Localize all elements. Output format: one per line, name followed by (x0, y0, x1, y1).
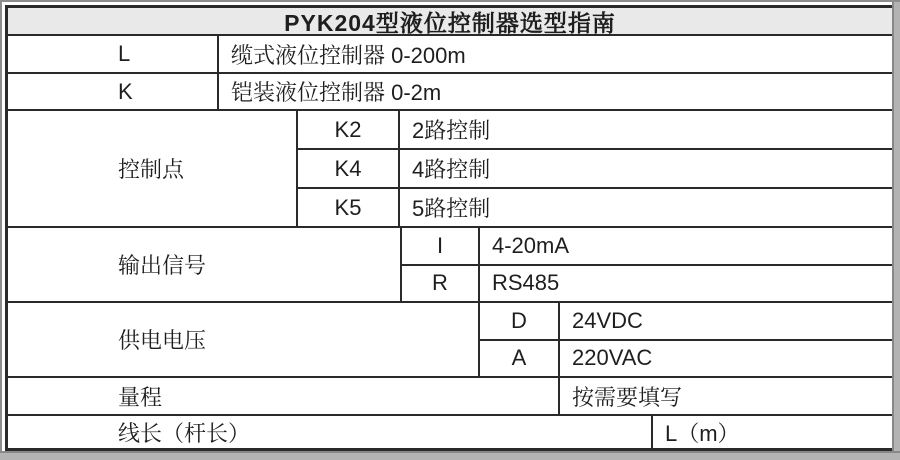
option-code: A (480, 341, 560, 377)
option-desc: 5路控制 (412, 196, 491, 221)
option-row (298, 111, 892, 148)
section-label: 输出信号 (8, 228, 402, 301)
table-row-group-control-points (8, 111, 892, 228)
table-row (8, 36, 892, 74)
table-title-text: PYK204型液位控制器选型指南 (284, 9, 616, 36)
option-code: K4 (298, 150, 400, 187)
option-desc: 24VDC (572, 307, 643, 333)
code-cell-K: K (8, 74, 219, 109)
value-cell: L（m） (665, 420, 740, 446)
option-row (298, 148, 892, 187)
option-desc: 4路控制 (412, 157, 491, 182)
option-list (480, 303, 892, 376)
option-desc: 4-20mA (492, 232, 570, 258)
option-code: R (402, 266, 480, 302)
option-row (298, 187, 892, 226)
code-cell-L: L (8, 36, 219, 72)
section-label: 控制点 (8, 111, 298, 226)
value-cell: 按需要填写 (572, 384, 683, 410)
option-row (402, 264, 892, 302)
section-label: 供电电压 (8, 303, 480, 376)
desc-cell: 缆式液位控制器 0-200m (231, 42, 466, 68)
frame-edge-left (0, 0, 2, 460)
option-row (480, 339, 892, 377)
option-desc: 220VAC (572, 345, 653, 371)
table-title (8, 8, 892, 36)
section-label: 量程 (8, 378, 560, 414)
desc-cell: 铠装液位控制器 0-2m (231, 80, 442, 105)
frame-edge-bottom (0, 451, 900, 460)
frame-edge-top (0, 0, 900, 2)
section-label: 线长（杆长） (8, 416, 653, 448)
table-row-group-output-signal (8, 228, 892, 303)
option-code: K5 (298, 189, 400, 226)
option-row (402, 228, 892, 264)
table-row (8, 74, 892, 111)
option-desc: 2路控制 (412, 118, 491, 143)
table-row-cable-length (8, 416, 892, 448)
option-code: D (480, 303, 560, 339)
frame-edge-right (892, 2, 900, 460)
option-list (402, 228, 892, 301)
table-row-range (8, 378, 892, 416)
option-code: K2 (298, 111, 400, 148)
option-list (298, 111, 892, 226)
selection-guide-table (5, 5, 892, 451)
option-desc: RS485 (492, 270, 560, 296)
option-code: I (402, 228, 480, 264)
option-row (480, 303, 892, 339)
table-row-group-supply-voltage (8, 303, 892, 378)
